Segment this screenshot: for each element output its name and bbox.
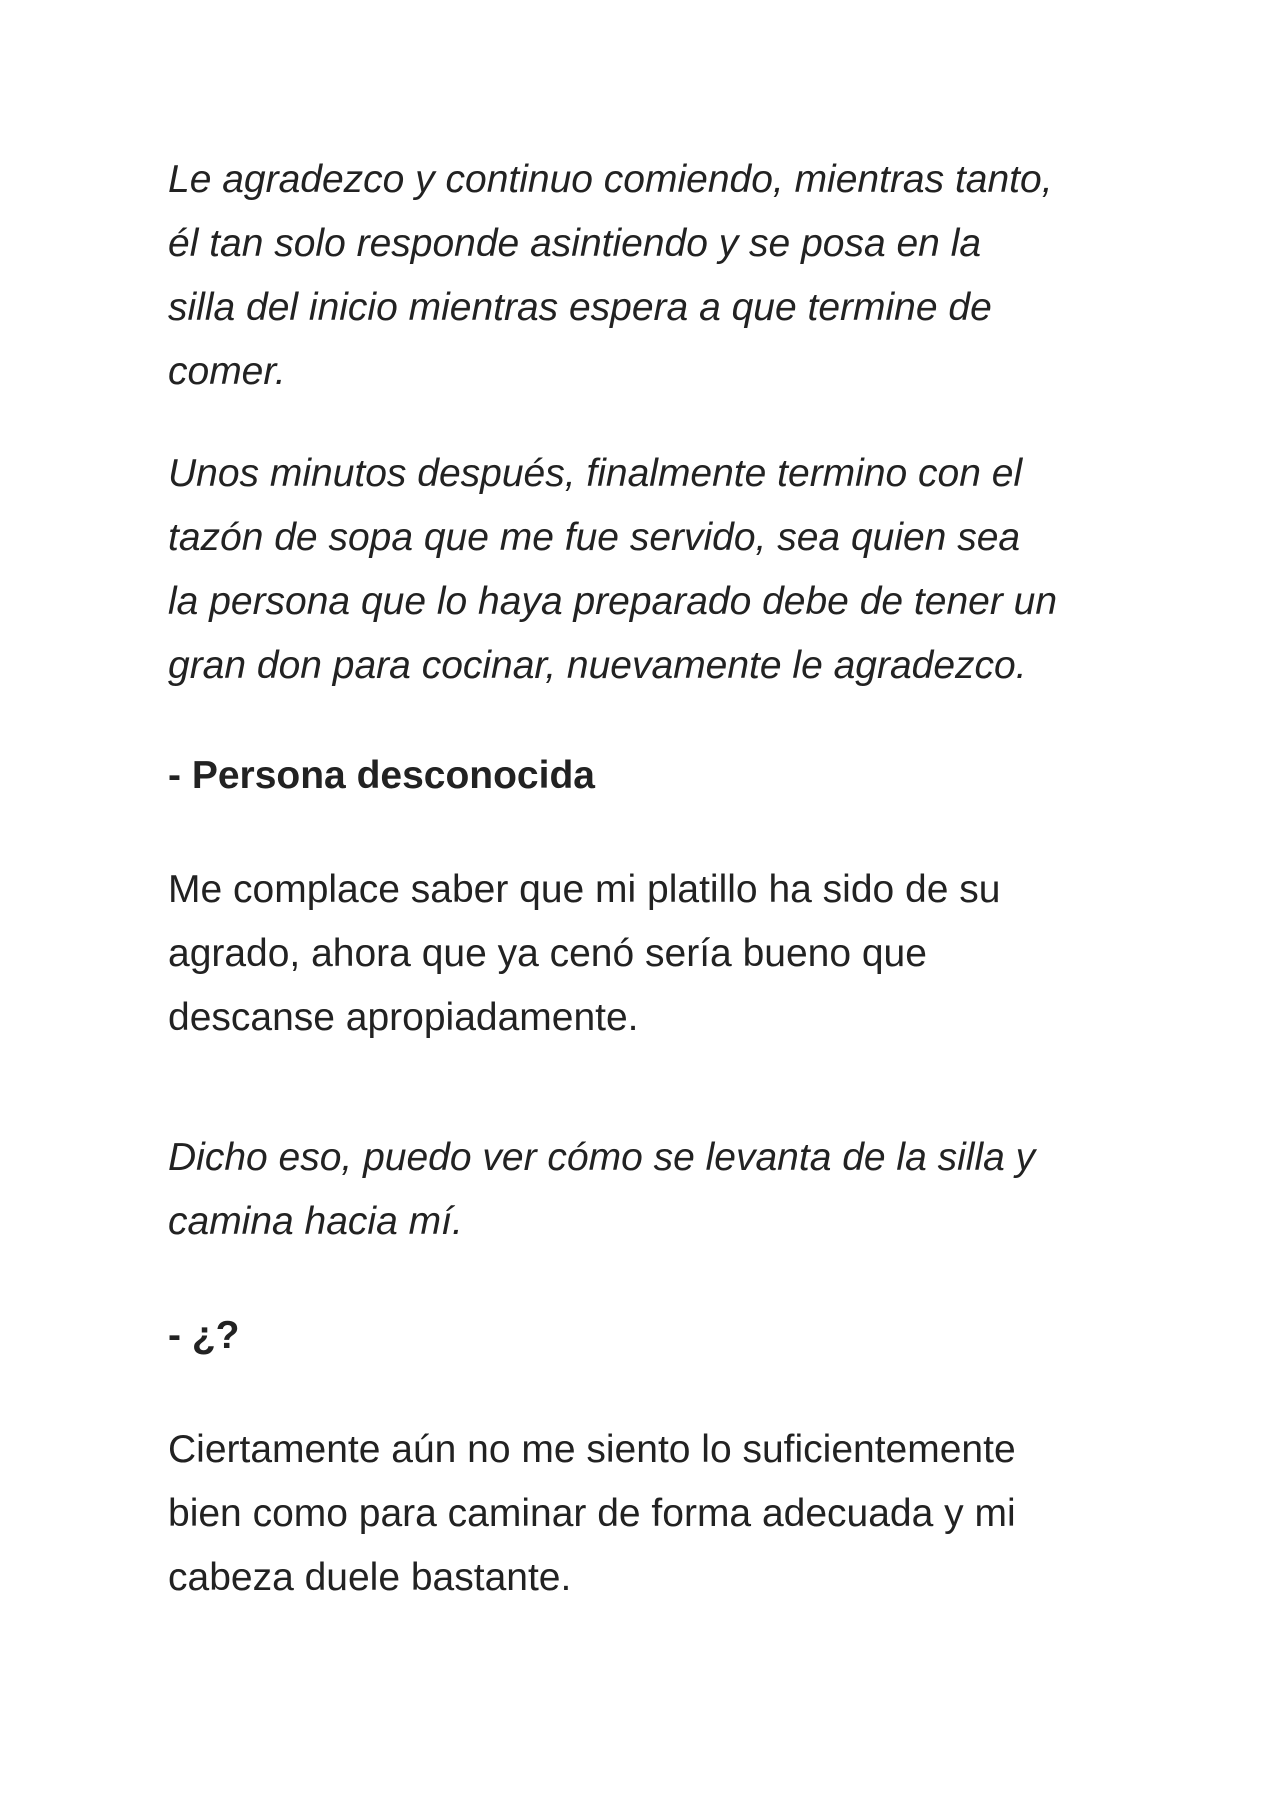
dialogue-paragraph <box>168 858 1138 1050</box>
paragraph-gap <box>168 808 1138 858</box>
paragraph-gap <box>168 698 1138 744</box>
narration-paragraph <box>168 1126 1138 1254</box>
paragraph-gap <box>168 1368 1138 1418</box>
narration-paragraph <box>168 148 1138 404</box>
dialogue-paragraph <box>168 1418 1138 1610</box>
text-line: tazón de sopa que me fue servido, sea quien sea <box>168 516 1021 559</box>
text-line: cabeza duele bastante. <box>168 1556 572 1599</box>
text-line: bien como para caminar de forma adecuada y mi <box>168 1492 1016 1535</box>
speaker-heading <box>168 744 1138 808</box>
text-line: Ciertamente aún no me siento lo suficientemente <box>168 1428 1016 1471</box>
paragraph-gap <box>168 1050 1138 1126</box>
text-line: descanse apropiadamente. <box>168 996 639 1039</box>
text-line: Unos minutos después, finalmente termino con el <box>168 452 1023 495</box>
speaker-heading <box>168 1304 1138 1368</box>
speaker-name: - Persona desconocida <box>168 754 595 797</box>
text-line: la persona que lo haya preparado debe de tener un <box>168 580 1058 623</box>
text-line: él tan solo responde asintiendo y se posa en la <box>168 222 982 265</box>
text-line: Dicho eso, puedo ver cómo se levanta de la silla y <box>168 1136 1036 1179</box>
narration-paragraph <box>168 442 1138 698</box>
speaker-name: - ¿? <box>168 1314 240 1357</box>
text-line: camina hacia mí. <box>168 1200 463 1243</box>
text-line: Me complace saber que mi platillo ha sido de su <box>168 868 1001 911</box>
page-content <box>168 148 1138 1610</box>
text-line: gran don para cocinar, nuevamente le agradezco. <box>168 644 1027 687</box>
paragraph-gap <box>168 404 1138 442</box>
text-line: comer. <box>168 350 286 393</box>
text-line: silla del inicio mientras espera a que termine de <box>168 286 992 329</box>
text-line: Le agradezco y continuo comiendo, mientras tanto, <box>168 158 1053 201</box>
text-line: agrado, ahora que ya cenó sería bueno que <box>168 932 927 975</box>
paragraph-gap <box>168 1254 1138 1304</box>
